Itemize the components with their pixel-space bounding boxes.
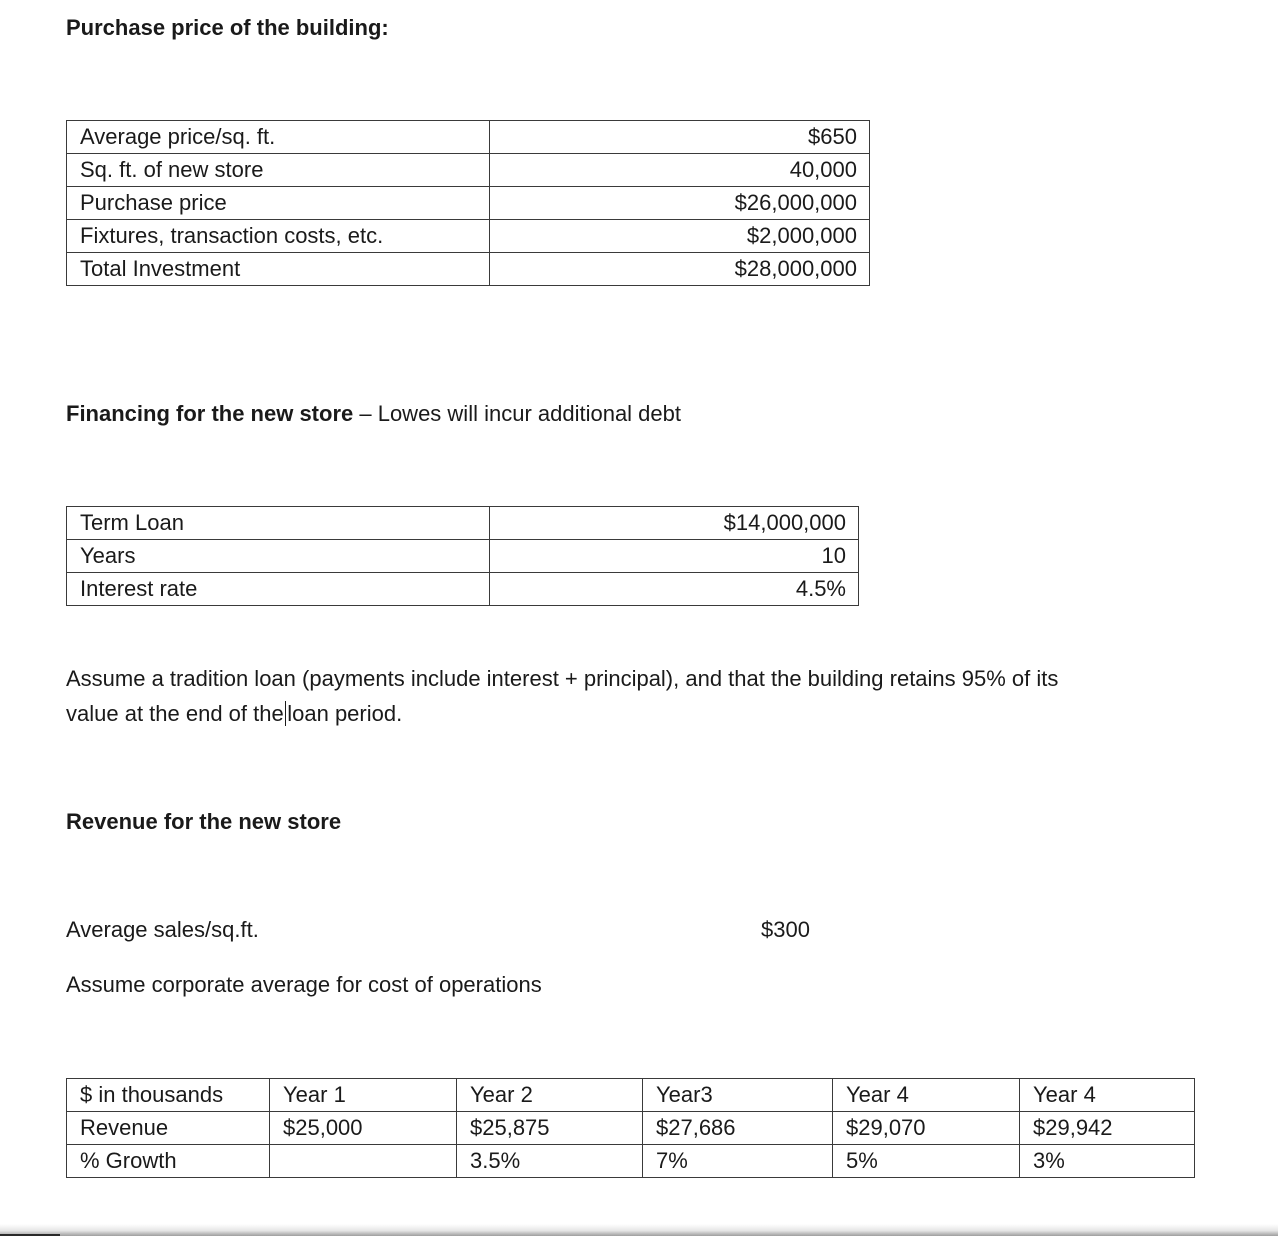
- financing-label: Years: [67, 540, 490, 573]
- header-cell: Year 1: [270, 1079, 457, 1112]
- header-cell: Year 2: [457, 1079, 643, 1112]
- cost-operations-note: Assume corporate average for cost of operations: [66, 972, 542, 997]
- financing-value: 4.5%: [490, 573, 859, 606]
- purchase-value: $26,000,000: [490, 187, 870, 220]
- purchase-label: Average price/sq. ft.: [67, 121, 490, 154]
- purchase-label: Total Investment: [67, 253, 490, 286]
- purchase-label: Fixtures, transaction costs, etc.: [67, 220, 490, 253]
- revenue-cell: $25,875: [457, 1112, 643, 1145]
- table-header-row: [67, 1079, 1195, 1112]
- financing-heading-rest: – Lowes will incur additional debt: [353, 401, 681, 426]
- revenue-heading: Revenue for the new store: [66, 809, 342, 834]
- purchase-heading: Purchase price of the building:: [66, 15, 389, 40]
- revenue-cell: $29,942: [1020, 1112, 1195, 1145]
- header-cell: $ in thousands: [67, 1079, 270, 1112]
- table-row: [67, 540, 859, 573]
- financing-heading-bold: Financing for the new store: [66, 401, 354, 426]
- purchase-value: $28,000,000: [490, 253, 870, 286]
- revenue-cell: $27,686: [643, 1112, 833, 1145]
- growth-cell: [270, 1145, 457, 1178]
- revenue-cell: $29,070: [833, 1112, 1020, 1145]
- table-row: [67, 121, 870, 154]
- header-cell: Year3: [643, 1079, 833, 1112]
- purchase-table: [66, 120, 870, 286]
- table-row: [67, 507, 859, 540]
- avg-sales-label: Average sales/sq.ft.: [66, 917, 259, 942]
- growth-cell: 7%: [643, 1145, 833, 1178]
- loan-assumption-text-a: value at the end of the: [66, 701, 284, 726]
- purchase-value: $2,000,000: [490, 220, 870, 253]
- loan-assumption-line-1: Assume a tradition loan (payments include interest + principal), and that the building retains 95% of its: [66, 666, 1059, 691]
- table-row: [67, 573, 859, 606]
- text-cursor: [285, 701, 287, 726]
- table-row: [67, 253, 870, 286]
- revenue-table: [66, 1078, 1195, 1178]
- table-row: [67, 220, 870, 253]
- growth-cell: 3.5%: [457, 1145, 643, 1178]
- loan-assumption-text-b: loan period.: [287, 701, 403, 726]
- header-cell: Year 4: [833, 1079, 1020, 1112]
- table-row: [67, 154, 870, 187]
- purchase-label: Sq. ft. of new store: [67, 154, 490, 187]
- table-row: [67, 1112, 1195, 1145]
- loan-assumption-line-2[interactable]: [66, 701, 402, 727]
- financing-value: $14,000,000: [490, 507, 859, 540]
- growth-cell: 3%: [1020, 1145, 1195, 1178]
- financing-label: Term Loan: [67, 507, 490, 540]
- financing-table: [66, 506, 859, 606]
- growth-cell: 5%: [833, 1145, 1020, 1178]
- avg-sales-value: $300: [761, 917, 810, 942]
- header-cell: Year 4: [1020, 1079, 1195, 1112]
- revenue-cell: Revenue: [67, 1112, 270, 1145]
- financing-heading: [66, 401, 681, 427]
- page-bottom-shadow: [0, 1224, 1278, 1236]
- growth-cell: % Growth: [67, 1145, 270, 1178]
- revenue-cell: $25,000: [270, 1112, 457, 1145]
- purchase-value: $650: [490, 121, 870, 154]
- financing-label: Interest rate: [67, 573, 490, 606]
- table-row: [67, 1145, 1195, 1178]
- purchase-value: 40,000: [490, 154, 870, 187]
- table-row: [67, 187, 870, 220]
- purchase-label: Purchase price: [67, 187, 490, 220]
- financing-value: 10: [490, 540, 859, 573]
